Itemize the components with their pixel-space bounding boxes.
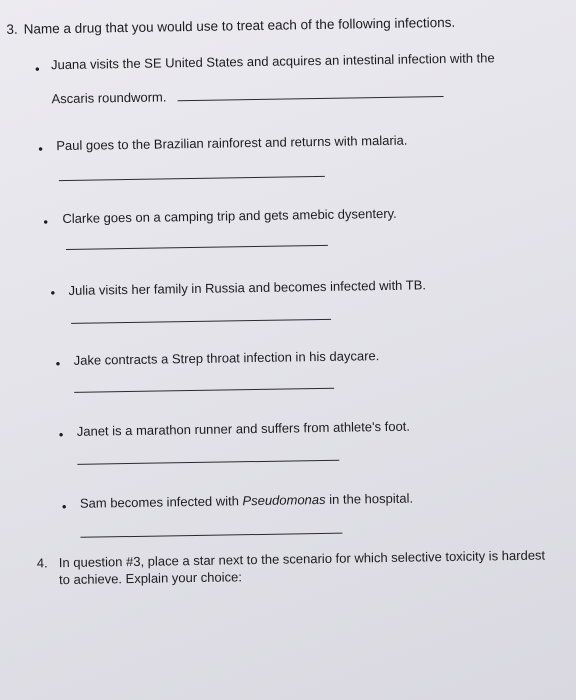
scenario-juana-line-2: Ascaris roundworm. <box>51 89 167 107</box>
scenario-jake: Jake contracts a Strep throat infection in his daycare. <box>73 348 380 368</box>
answer-line-paul[interactable] <box>59 176 325 181</box>
answer-line-clarke[interactable] <box>66 245 328 250</box>
answer-line-jake[interactable] <box>74 388 334 393</box>
answer-line-juana[interactable] <box>178 96 444 101</box>
bullet: • <box>50 285 56 301</box>
question-4 <box>36 546 557 588</box>
bullet: • <box>34 61 40 77</box>
question-4-text: In question #3, place a star next to the scenario for which selective toxicity is hardest to achieve. Explain your choice: <box>58 547 546 588</box>
question-4-number: 4. <box>36 555 48 571</box>
scenario-sam <box>80 491 413 511</box>
answer-line-sam[interactable] <box>80 533 342 538</box>
bullet: • <box>38 141 44 157</box>
scenario-paul: Paul goes to the Brazilian rainforest and returns with malaria. <box>56 132 408 154</box>
scenario-sam-text-after: in the hospital. <box>325 490 414 507</box>
scenario-sam-text-before: Sam becomes infected with <box>79 493 243 511</box>
question-3-prompt: Name a drug that you would use to treat each of the following infections. <box>23 14 456 37</box>
bullet: • <box>55 356 61 372</box>
answer-line-janet[interactable] <box>77 460 339 465</box>
scenario-juana-line-1: Juana visits the SE United States and acquires an intestinal infection with the <box>50 50 495 73</box>
question-3-heading <box>6 15 455 37</box>
scenario-clarke: Clarke goes on a camping trip and gets amebic dysentery. <box>62 205 397 227</box>
question-3-number: 3. <box>6 21 18 37</box>
bullet: • <box>58 427 64 443</box>
scenario-sam-organism: Pseudomonas <box>242 491 326 509</box>
answer-line-julia[interactable] <box>71 319 331 324</box>
bullet: • <box>61 499 67 515</box>
bullet: • <box>43 214 49 230</box>
scenario-janet: Janet is a marathon runner and suffers from athlete's foot. <box>76 418 411 439</box>
scenario-julia: Julia visits her family in Russia and becomes infected with TB. <box>68 277 427 298</box>
